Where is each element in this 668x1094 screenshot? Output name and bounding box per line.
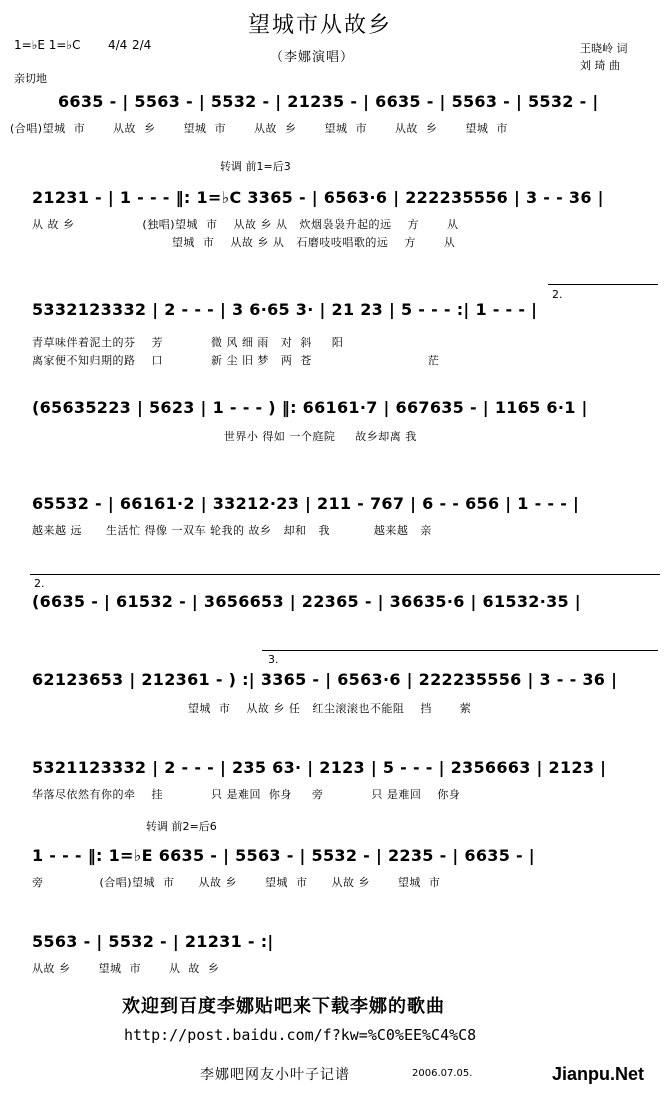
lyrics-line-8: 华落尽依然有你的牵 挂 只 是难回 你身 旁 只 是难回 你身 [32, 788, 461, 801]
footer-date: 2006.07.05. [412, 1068, 473, 1079]
modulation-note-2: 转调 前2=后6 [146, 820, 217, 833]
lyrics-line-2b: 望城 市 从故 乡 从 石磨吱吱唱歌的远 方 从 [32, 236, 456, 249]
site-watermark: Jianpu.Net [552, 1064, 645, 1084]
key-signature: 1=♭E 1=♭C [14, 38, 81, 52]
modulation-note-1: 转调 前1=后3 [220, 160, 291, 173]
notation-line-10: 5563 - | 5532 - | 21231 - :| [32, 932, 274, 951]
song-title: 望城市从故乡 [248, 13, 393, 38]
ending-mark-2: 2. [552, 288, 563, 301]
ending-bracket-2 [30, 574, 660, 575]
lyrics-line-3b: 离家便不知归期的路 口 新 尘 旧 梦 两 苍 茫 [32, 354, 440, 367]
footer-credit: 李娜吧网友小叶子记谱 [200, 1067, 350, 1083]
ending-bracket-3 [262, 650, 658, 651]
lyrics-line-7: 望城 市 从故 乡 任 红尘滚滚也不能阻 挡 萦 [32, 702, 472, 715]
lyrics-line-2a: 从 故 乡 (独唱)望城 市 从故 乡 从 炊烟袅袅升起的远 方 从 [32, 218, 459, 231]
notation-line-3: 5332123332 | 2 - - - | 3 6·65 3· | 21 23 | 5 - - - :| 1 - - - | [32, 300, 538, 319]
notation-line-7: 62123653 | 212361 - ) :| 3365 - | 6563·6 | 222235556 | 3 - - 36 | [32, 670, 618, 689]
lyricist: 王晓岭 词 [580, 42, 628, 55]
song-subtitle: （李娜演唱） [270, 50, 355, 65]
lyrics-line-10: 从故 乡 望城 市 从 故 乡 [32, 962, 220, 975]
notation-line-9: 1 - - - ‖: 1=♭E 6635 - | 5563 - | 5532 - | 2235 - | 6635 - | [32, 846, 535, 865]
lyrics-line-9: 旁 (合唱)望城 市 从故 乡 望城 市 从故 乡 望城 市 [32, 876, 441, 889]
notation-line-8: 5321123332 | 2 - - - | 235 63· | 2123 | 5 - - - | 2356663 | 2123 | [32, 758, 607, 777]
ending-mark-line6: 2. [34, 577, 45, 590]
composer: 刘 琦 曲 [580, 59, 620, 72]
lyrics-line-4: 世界小 得如 一个庭院 故乡却离 我 [32, 430, 417, 443]
footer-welcome: 欢迎到百度李娜贴吧来下载李娜的歌曲 [122, 996, 445, 1017]
lyrics-line-3a: 青草味伴着泥土的芬 芳 微 风 细 雨 对 斜 阳 [32, 336, 344, 349]
notation-line-1: 6635 - | 5563 - | 5532 - | 21235 - | 6635 - | 5563 - | 5532 - | [58, 92, 599, 111]
ending-bracket [548, 284, 658, 285]
time-signature-b: 2/4 [132, 38, 152, 52]
notation-line-6: (6635 - | 61532 - | 3656653 | 22365 - | 36635·6 | 61532·35 | [32, 592, 581, 611]
footer-url[interactable]: http://post.baidu.com/f?kw=%C0%EE%C4%C8 [124, 1026, 477, 1044]
lyrics-line-1: (合唱)望城 市 从故 乡 望城 市 从故 乡 望城 市 从故 乡 望城 市 [10, 122, 508, 135]
tempo-marking: 亲切地 [14, 72, 47, 85]
notation-line-4: (65635223 | 5623 | 1 - - - ) ‖: 66161·7 | 667635 - | 1165 6·1 | [32, 398, 588, 417]
ending-mark-3: 3. [268, 653, 279, 666]
time-signature-a: 4/4 [108, 38, 128, 52]
lyrics-line-5: 越来越 远 生活忙 得像 一双车 轮我的 故乡 却和 我 越来越 亲 [32, 524, 432, 537]
notation-line-5: 65532 - | 66161·2 | 33212·23 | 211 - 767 | 6 - - 656 | 1 - - - | [32, 494, 580, 513]
notation-line-2: 21231 - | 1 - - - ‖: 1=♭C 3365 - | 6563·6 | 222235556 | 3 - - 36 | [32, 188, 604, 207]
